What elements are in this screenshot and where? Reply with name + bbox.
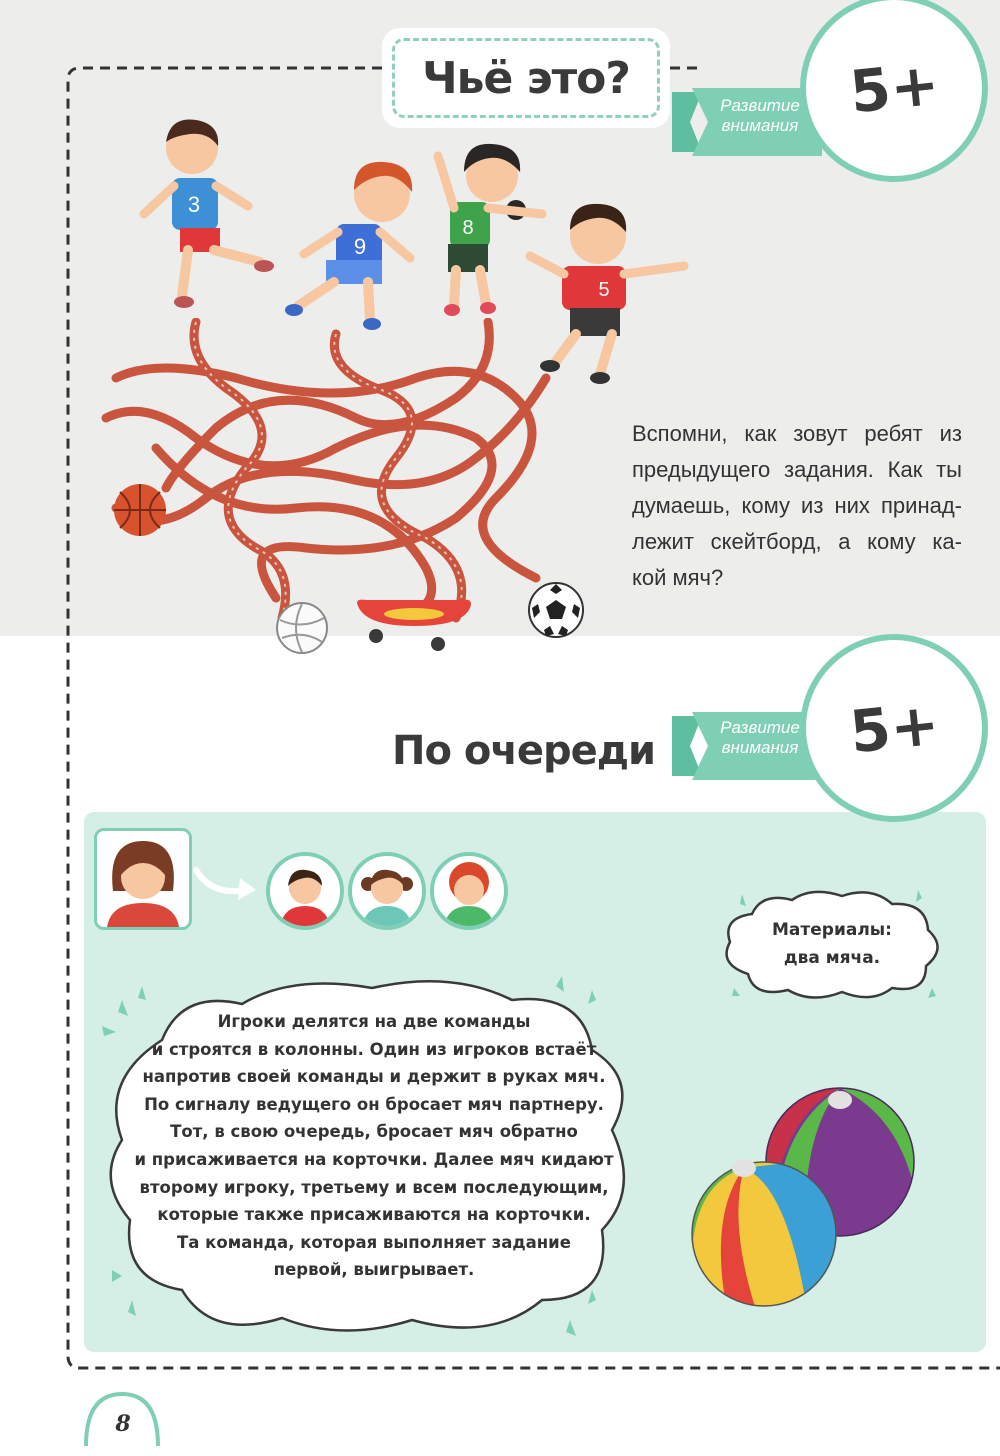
kid-3 (438, 144, 542, 316)
materials-heading: Материалы: (772, 920, 892, 940)
leader-portrait (94, 828, 192, 930)
kid-avatar-2 (348, 852, 426, 930)
question-line: лежит скейтборд, а кому ка- (632, 529, 962, 554)
rules-line: напротив своей команды и держит в руках мяч. (142, 1067, 606, 1087)
materials-value: два мяча. (783, 948, 881, 968)
rules-line: первой, выигрывает. (273, 1260, 475, 1280)
arrow-icon (192, 860, 262, 910)
rules-line: которые также присаживаются на корточки. (157, 1205, 591, 1225)
shirt-number-4: 5 (598, 279, 610, 301)
ribbon-top-line1: Развитие (720, 96, 800, 115)
kid-1 (144, 119, 274, 308)
question-line: кой мяч? (632, 565, 724, 590)
rules-line: и присаживается на корточки. Далее мяч кидают (134, 1149, 614, 1169)
shirt-number-1: 3 (187, 192, 201, 217)
basketball-icon (112, 482, 168, 538)
materials-text (720, 896, 944, 992)
age-badge-bottom (800, 634, 988, 822)
rules-line: Та команда, которая выполняет задание (177, 1232, 571, 1252)
age-badge-bottom-text: 5+ (846, 689, 942, 767)
question-line: Вспомни, как зовут ребят из (632, 421, 962, 446)
volleyball-icon (274, 600, 330, 656)
rules-line: и строятся в колонны. Один из игроков встаёт (151, 1039, 597, 1059)
page-title: Чьё это? (422, 52, 630, 104)
question-text (632, 416, 962, 596)
kid-avatar-3 (430, 852, 508, 930)
ribbon-bottom-line1: Развитие (720, 718, 800, 737)
age-badge-top (800, 0, 988, 182)
rules-line: По сигналу ведущего он бросает мяч партнеру. (144, 1094, 604, 1114)
rules-line: второму игроку, третьему и всем последующим, (139, 1177, 609, 1197)
rope-maze (96, 318, 576, 628)
page-number: 8 (115, 1411, 131, 1437)
rules-line: Тот, в свою очередь, бросает мяч обратно (170, 1122, 578, 1142)
skateboard-icon (352, 596, 476, 654)
age-badge-top-text: 5+ (846, 49, 942, 127)
shirt-number-2: 9 (353, 234, 367, 259)
question-line: предыдущего задания. Как ты (632, 457, 962, 482)
beach-balls (688, 1076, 948, 1316)
rules-text (134, 1008, 614, 1284)
kid-2 (285, 162, 412, 330)
rules-line: Игроки делятся на две команды (217, 1012, 531, 1031)
question-line: думаешь, кому из них принад- (632, 493, 962, 518)
ribbon-top-line2: внимания (721, 116, 799, 135)
ribbon-bottom-line2: внимания (721, 738, 799, 757)
section-title: По очереди (392, 728, 656, 774)
shirt-number-3: 8 (462, 217, 474, 239)
kid-avatar-1 (266, 852, 344, 930)
soccer-ball-icon (526, 580, 586, 640)
